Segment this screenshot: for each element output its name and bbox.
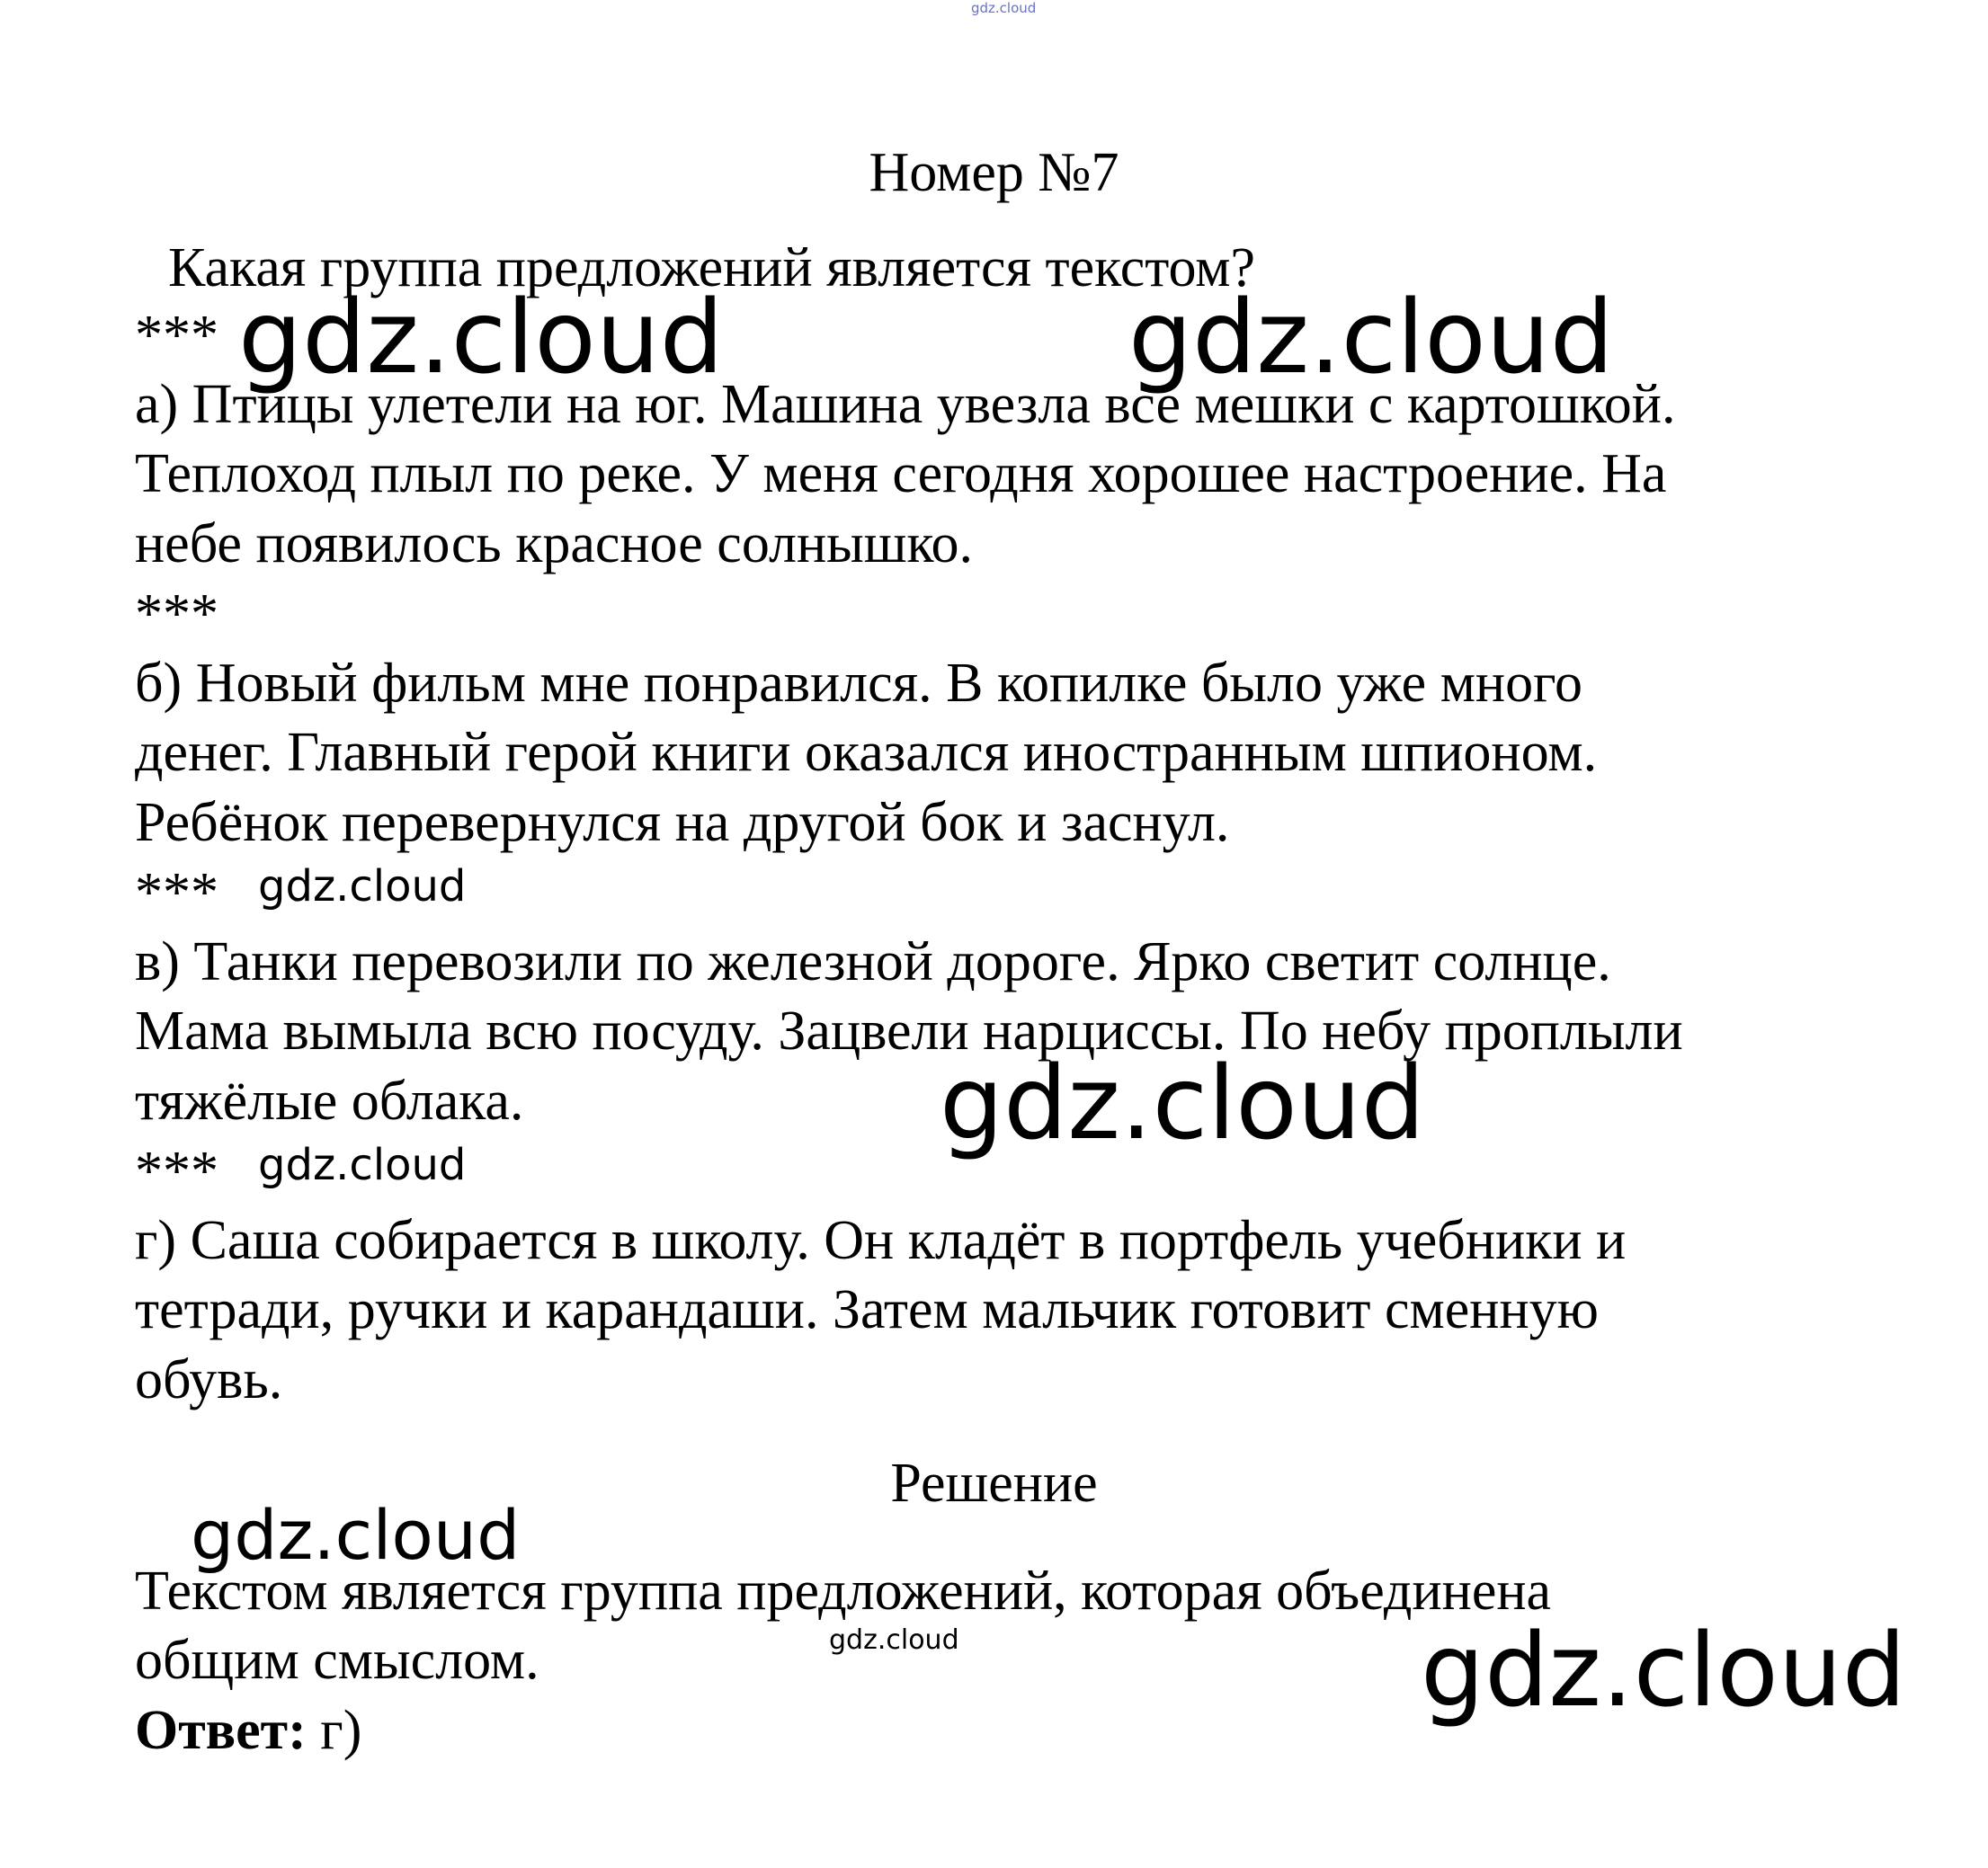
option-a-line: Теплоход плыл по реке. У меня сегодня хорошее настроение. На	[135, 443, 1667, 504]
watermark: gdz.cloud	[1421, 1613, 1906, 1730]
option-g-line: тетради, ручки и карандаши. Затем мальчик готовит сменную	[135, 1279, 1599, 1340]
option-g-line: г) Саша собирается в школу. Он кладёт в портфель учебники и	[135, 1210, 1627, 1271]
solution-line: общим смыслом.	[135, 1630, 539, 1691]
watermark: gdz.cloud	[258, 1140, 467, 1190]
watermark: gdz.cloud	[829, 1624, 959, 1656]
solution-heading: Решение	[890, 1453, 1098, 1514]
question-text: Какая группа предложений является текстом?	[168, 237, 1256, 298]
option-v-line: тяжёлые облака.	[135, 1071, 524, 1132]
watermark: gdz.cloud	[971, 0, 1037, 16]
option-b-line: Ребёнок перевернулся на другой бок и заснул.	[135, 792, 1230, 853]
watermark: gdz.cloud	[258, 861, 467, 912]
page-title: Номер №7	[869, 142, 1119, 203]
separator: ***	[135, 583, 218, 645]
option-v-line: Мама вымыла всю посуду. Зацвели нарциссы. По небу проплыли	[135, 1001, 1683, 1062]
watermark: gdz.cloud	[191, 1495, 521, 1575]
option-g-line: обувь.	[135, 1349, 283, 1410]
watermark: gdz.cloud	[238, 280, 724, 396]
option-a-line: а) Птицы улетели на юг. Машина увезла все мешки с картошкой.	[135, 374, 1676, 435]
separator: ***	[135, 305, 218, 366]
watermark: gdz.cloud	[1128, 280, 1614, 396]
answer-label: Ответ:	[135, 1700, 307, 1761]
option-b-line: б) Новый фильм мне понравился. В копилке было уже много	[135, 653, 1583, 714]
separator: ***	[135, 1141, 218, 1202]
option-b-line: денег. Главный герой книги оказался иностранным шпионом.	[135, 722, 1598, 783]
watermark: gdz.cloud	[940, 1045, 1425, 1162]
option-a-line: небе появилось красное солнышко.	[135, 513, 973, 574]
answer-value: г)	[320, 1700, 362, 1761]
answer	[135, 1699, 361, 1762]
solution-line: Текстом является группа предложений, которая объединена	[135, 1561, 1552, 1622]
option-v-line: в) Танки перевозили по железной дороге. Ярко светит солнце.	[135, 931, 1611, 992]
separator: ***	[135, 862, 218, 923]
